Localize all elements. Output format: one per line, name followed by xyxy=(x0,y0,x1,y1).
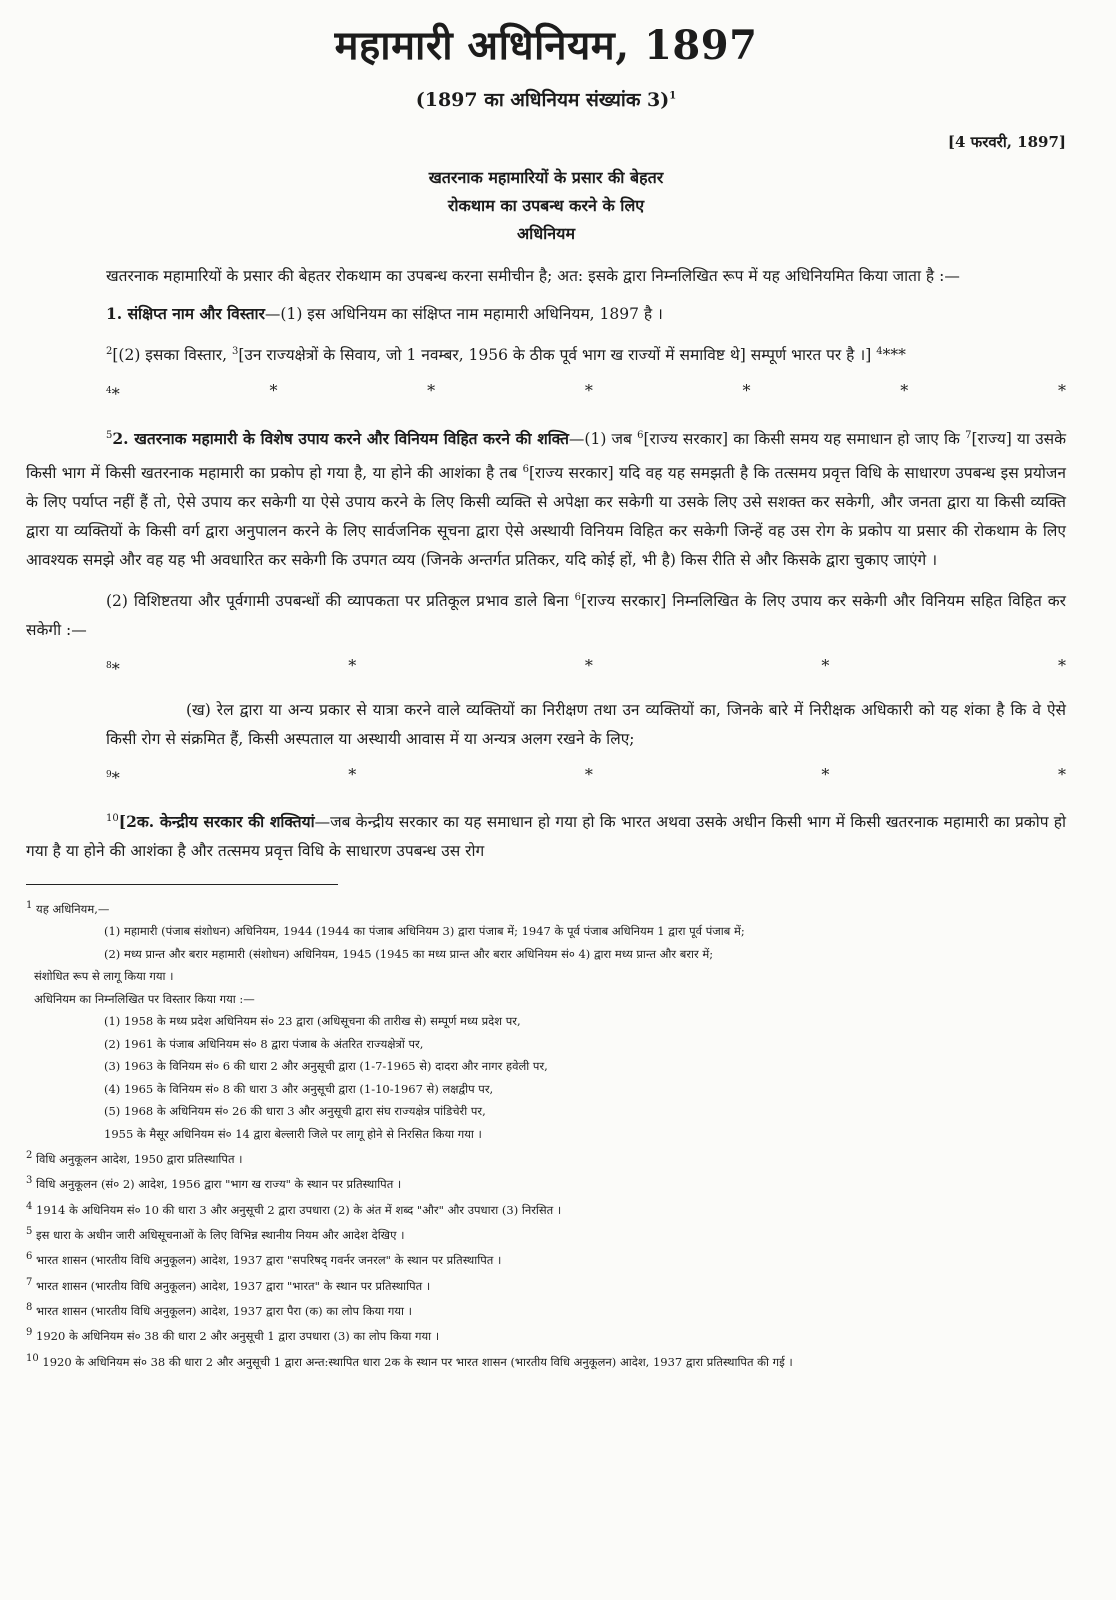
footnotes xyxy=(26,895,1066,1373)
omission-stars: $^4$* * * * * * * xyxy=(106,381,1066,404)
footnote-divider xyxy=(26,884,338,885)
footnote: $^{10}$ 1920 के अधिनियम सं० 38 की धारा 2 और अनुसूची 1 द्वारा अन्त:स्थापित धारा 2क के स्थान पर भारत शासन (भारतीय विधि अनुकूलन) आदेश, 1937 द्वारा प्रतिस्थापित की गई । xyxy=(26,1352,793,1369)
act-number: (1897 का अधिनियम संख्यांक 3)$^1$ xyxy=(415,89,677,111)
footnote-item: (1) 1958 के मध्य प्रदेश अधिनियम सं० 23 द्वारा (अधिसूचना की तारीख से) सम्पूर्ण मध्य प्रदेश पर, xyxy=(104,1014,521,1029)
preamble: खतरनाक महामारियों के प्रसार की बेहतर रोकथाम का उपबन्ध करना समीचीन है; अत: इसके द्वारा निम्नलिखित रूप में यह अधिनियमित किया जाता है :— xyxy=(106,267,960,285)
long-title: खतरनाक महामारियों के प्रसार की बेहतर रोकथाम का उपबन्ध करने के लिए अधिनियम xyxy=(428,168,664,243)
footnote: $^3$ विधि अनुकूलन (सं० 2) आदेश, 1956 द्वारा "भाग ख राज्य" के स्थान पर प्रतिस्थापित । xyxy=(26,1175,402,1192)
footnote-item: (5) 1968 के अधिनियम सं० 26 की धारा 3 और अनुसूची द्वारा संघ राज्यक्षेत्र पांडिचेरी पर, xyxy=(104,1104,486,1119)
section-heading: 2. खतरनाक महामारी के विशेष उपाय करने और विनियम विहित करने की शक्ति xyxy=(112,429,569,449)
section-1: 1. संक्षिप्त नाम और विस्तार—(1) इस अधिनियम का संक्षिप्त नाम महामारी अधिनियम, 1897 है । xyxy=(106,304,663,323)
footnote-item: अधिनियम का निम्नलिखित पर विस्तार किया गया :— xyxy=(34,991,255,1006)
omission-stars: $^9$* * * * * xyxy=(106,765,1066,788)
footnote: $^8$ भारत शासन (भारतीय विधि अनुकूलन) आदेश, 1937 द्वारा पैरा (क) का लोप किया गया । xyxy=(26,1302,412,1318)
clause-kha: (ख) रेल द्वारा या अन्य प्रकार से यात्रा करने वाले व्यक्तियों का निरीक्षण तथा उन व्यक्तियों का, जिनके बारे में निरीक्षक अधिकारी को यह शंका है कि वे ऐसे किसी रोग से संक्रमित हैं, किसी अस्पताल या अस्थायी आवास में या अन्यत्र अलग रखने के लिए; xyxy=(106,701,1066,749)
act-date: [4 फरवरी, 1897] xyxy=(947,133,1066,151)
footnote: $^6$ भारत शासन (भारतीय विधि अनुकूलन) आदेश, 1937 द्वारा "सपरिषद् गवर्नर जनरल" के स्थान पर प्रतिस्थापित । xyxy=(26,1251,502,1268)
section-2a: $^{10}$[2क. केन्द्रीय सरकार की शक्तियां—जब केन्द्रीय सरकार का यह समाधान हो गया हो कि भारत अथवा उसके अधीन किसी भाग में किसी खतरनाक महामारी का प्रकोप हो गया है या होने की आशंका है और तत्समय प्रवृत्त विधि के साधारण उपबन्ध उस रोग xyxy=(26,811,1066,860)
footnote-item: (2) मध्य प्रान्त और बरार महामारी (संशोधन) अधिनियम, 1945 (1945 का मध्य प्रान्त और बरार अधिनियम सं० 4) द्वारा मध्य प्रान्त और बरार में; xyxy=(104,946,714,961)
footnote-item: 1955 के मैसूर अधिनियम सं० 14 द्वारा बेल्लारी जिले पर लागू होने से निरसित किया गया । xyxy=(104,1126,482,1141)
omission-stars: $^8$* * * * * xyxy=(106,655,1066,679)
footnote: $^7$ भारत शासन (भारतीय विधि अनुकूलन) आदेश, 1937 द्वारा "भारत" के स्थान पर प्रतिस्थापित । xyxy=(26,1276,431,1293)
section-heading: [2क. केन्द्रीय सरकार की शक्तियां xyxy=(118,811,315,831)
act-title: महामारी अधिनियम, 1897 xyxy=(334,22,758,69)
section-heading: 1. संक्षिप्त नाम और विस्तार xyxy=(106,304,265,323)
footnote-item: (4) 1965 के विनियम सं० 8 की धारा 3 और अनुसूची द्वारा (1-10-1967 से) लक्षद्वीप पर, xyxy=(104,1081,494,1096)
footnote-item: संशोधित रूप से लागू किया गया । xyxy=(34,969,174,984)
footnote-ref: 1 xyxy=(669,90,677,102)
footnote: $^4$ 1914 के अधिनियम सं० 10 की धारा 3 और अनुसूची 2 द्वारा उपधारा (2) के अंत में शब्द "और" और उपधारा (3) निरसित । xyxy=(26,1200,562,1217)
section-2: $^5$2. खतरनाक महामारी के विशेष उपाय करने और विनियम विहित करने की शक्ति—(1) जब $^6$[राज्य सरकार] का किसी समय यह समाधान हो जाए कि $^7$[राज्य] या उसके किसी भाग में किसी खतरनाक महामारी का प्रकोप हो गया है, या होने की आशंका है तब $^6$[राज्य सरकार] यदि वह यह समझती है कि तत्समय प्रवृत्त विधि के साधारण उपबन्ध इस प्रयोजन के लिए पर्याप्त नहीं हैं तो, ऐसे उपाय कर सकेगी या ऐसे उपाय करने के लिए किसी व्यक्ति से अपेक्षा कर सकेगी या उसके लिए उसे सशक्त कर सकेगी, और जनता द्वारा या किसी व्यक्ति द्वारा या व्यक्तियों के किसी वर्ग द्वारा अनुपालन करने के लिए सार्वजनिक सूचना द्वारा ऐसे अस्थायी विनियम विहित कर सकेगी जिन्हें वह उस रोग के प्रकोप या प्रसार की रोकथाम के लिए आवश्यक समझे और वह यह भी अवधारित कर सकेगी कि उपगत व्यय (जिनके अन्तर्गत प्रतिकर, यदि कोई हों, भी है) किस रीति से और किसके द्वारा चुकाए जाएंगे । xyxy=(26,429,1066,569)
section-2-sub-2: (2) विशिष्टतया और पूर्वगामी उपबन्धों की व्यापकता पर प्रतिकूल प्रभाव डाले बिना $^6$[राज्य सरकार] निम्नलिखित के लिए उपाय कर सकेगी और विनियम सहित विहित कर सकेगी :— xyxy=(26,591,1066,639)
footnote-item: (3) 1963 के विनियम सं० 6 की धारा 2 और अनुसूची द्वारा (1-7-1965 से) दादरा और नागर हवेली पर, xyxy=(104,1059,548,1074)
footnote-item: (1) महामारी (पंजाब संशोधन) अधिनियम, 1944 (1944 का पंजाब अधिनियम 3) द्वारा पंजाब में; 1947 के पूर्व पंजाब अधिनियम 1 द्वारा पूर्व पंजाब में; xyxy=(104,924,745,939)
section-1-sub-2: $^2$[(2) इसका विस्तार, $^3$[उन राज्यक्षेत्रों के सिवाय, जो 1 नवम्बर, 1956 के ठीक पूर्व भाग ख राज्यों में समाविष्ट थे] सम्पूर्ण भारत पर है ।] $^4$*** xyxy=(106,346,906,365)
footnote: $^5$ इस धारा के अधीन जारी अधिसूचनाओं के लिए विभिन्न स्थानीय नियम और आदेश देखिए । xyxy=(26,1226,405,1242)
footnote-item: (2) 1961 के पंजाब अधिनियम सं० 8 द्वारा पंजाब के अंतरित राज्यक्षेत्रों पर, xyxy=(104,1036,424,1051)
footnote: $^2$ विधि अनुकूलन आदेश, 1950 द्वारा प्रतिस्थापित । xyxy=(26,1150,243,1166)
footnote: $^9$ 1920 के अधिनियम सं० 38 की धारा 2 और अनुसूची 1 द्वारा उपधारा (3) का लोप किया गया । xyxy=(26,1327,440,1344)
footnote: $^1$ यह अधिनियम,— xyxy=(26,899,110,916)
